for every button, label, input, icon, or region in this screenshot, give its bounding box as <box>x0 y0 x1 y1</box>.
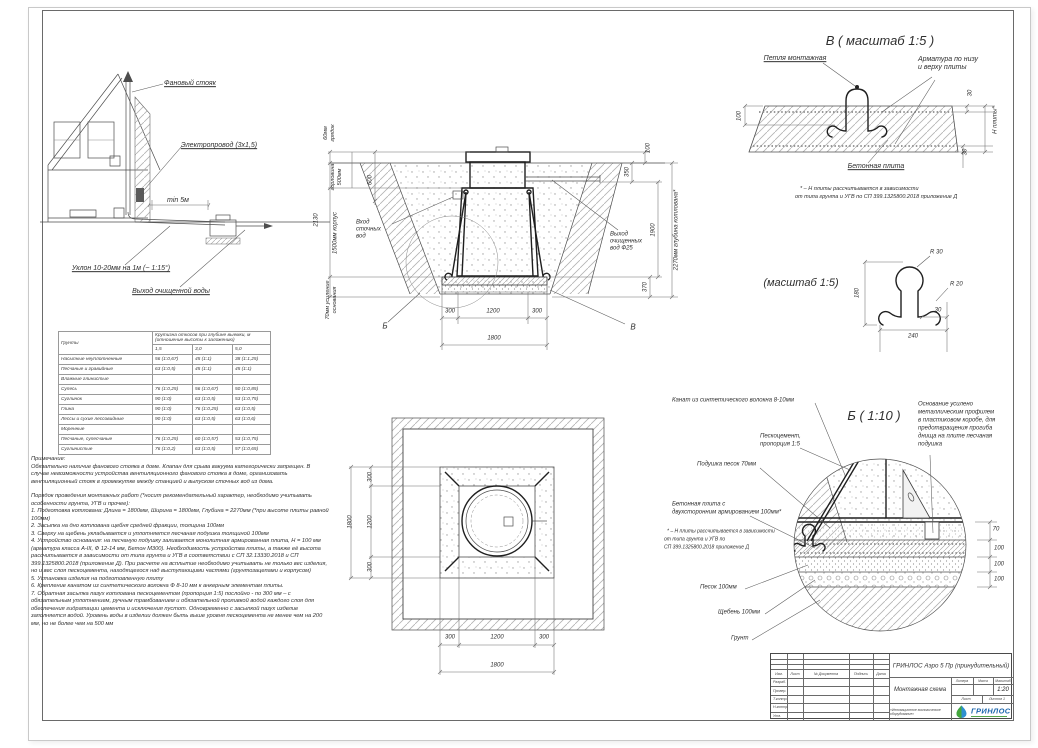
detail-b-dim-100c: 100 <box>993 576 1005 583</box>
plan-dim-300-bottom: 300 <box>367 561 374 573</box>
hook-dim-180: 180 <box>854 287 861 299</box>
col-header: 3,0 <box>193 345 233 355</box>
base-note-line-5: днища на плите песчаная <box>918 433 993 440</box>
tb-sign-utv: Утв. <box>773 713 782 718</box>
table-row: Глина 90 (1:0) 76 (1:0,25) 63 (1:0,5) <box>59 405 271 415</box>
table-row: Супесь 76 (1:0,25) 56 (1:0,67) 50 (1:0,85) <box>59 385 271 395</box>
product-name: ГРИНЛОС Аэро 5 Пр (принудительный) <box>892 662 1010 669</box>
detail-marker-b: Б <box>382 321 388 331</box>
detail-b-footnote-1: * – Н плиты рассчитывается в зависимости <box>667 528 775 535</box>
hook-r20-label: R 20 <box>950 281 963 288</box>
hook-dim-240: 240 <box>907 333 919 340</box>
table-row: Песчаные, супесчаные 76 (1:0,25) 60 (1:0,57) 53 (1:0,75) <box>59 435 271 445</box>
plan-dim-1800-v: 1800 <box>347 515 354 529</box>
table-row: Суглинок 90 (1:0) 63 (1:0,5) 53 (1:0,75) <box>59 395 271 405</box>
table-row: Песчаные и гравийные 63 (1:0,5) 45 (1:1) 45 (1:1) <box>59 365 271 375</box>
tb-col-date: Дата <box>876 671 886 676</box>
dim-370-right: 370 <box>642 281 649 293</box>
rebar-label-2: и верху плиты <box>918 64 967 72</box>
dim-2130: 2130 <box>313 213 320 227</box>
slope-label: Уклон 10-20мм на 1м (~ 1:15°) <box>71 265 171 273</box>
notes-item: 7. Обратная засыпка пазух котлована пескоцементом (пропорция 1:5) послойно - по 300 мм – с обязательным уплотнением, ручным трамбованием и обязательной проливкой водой каждого слоя для обеспечения гидратации цемента и исключения пустот. Одновременно с засыпкой пазух изделие заполняется водой. Уровень воды в изделии должен быть выше уровня пескоцемента не менее чем на 200 мм, но не более чем на 500 мм <box>31 590 323 627</box>
dim-100-right: 100 <box>645 142 652 154</box>
base-note-line-2: металлическим профилем <box>918 409 995 416</box>
tb-sign-prover: Провер. <box>773 688 787 693</box>
tb-sign-tkontr: Т.контр. <box>773 697 788 701</box>
detail-b-dim-70: 70 <box>992 526 1000 533</box>
inlet-label-1: Вход <box>356 219 370 226</box>
tb-sign-nkontr: Н.контр. <box>773 705 789 710</box>
tb-list: Лист <box>961 697 971 701</box>
plan-dim-1200-v: 1200 <box>367 515 374 529</box>
detail-b-dim-100a: 100 <box>993 545 1005 552</box>
inlet-label-2: сточных <box>356 226 381 233</box>
notes-item: 5. Установка изделия на подготовленную плиту <box>31 575 164 582</box>
pit-cross-section-drawing <box>300 92 715 402</box>
plan-dim-300-right: 300 <box>538 634 550 641</box>
mounting-loop-label: Петля монтажная <box>763 55 827 63</box>
detail-marker-v: В <box>630 322 636 332</box>
detail-v-footnote-2: от типа грунта и УГВ по СП 399.1325800.2018 приложение Д <box>795 193 958 200</box>
detail-v-dim-30-top: 30 <box>967 89 974 97</box>
tb-col-sign: Подпись <box>853 671 869 676</box>
notes-item: 1. Подготовка котлована: Длина = 1800мм, Ширина = 1800мм, Глубина = 2270мм (*при высоте плиты равной 100мм) <box>31 508 329 522</box>
slab-reinforced-label-1: Бетонная плита с <box>672 501 726 508</box>
outlet-label-3: вод Ф25 <box>610 245 633 252</box>
dim-1800: 1800 <box>487 335 501 342</box>
base-label-1: 70мм усиление <box>324 280 331 320</box>
anchor-hook-drawing <box>765 240 1025 360</box>
notes-item: 3. Сверху на щебень укладывается и уплотняется песчаная подушка толщиной 100мм <box>31 530 269 537</box>
dim-60mm: 60мм <box>322 126 329 140</box>
company-tagline: «Инновационное экологическое оборудование» <box>890 707 941 716</box>
concrete-slab-label: Бетонная плита <box>847 163 905 171</box>
inlet-label-3: вод <box>356 233 366 240</box>
base-note-line-6: подушка <box>918 441 943 448</box>
plan-dim-1800-h: 1800 <box>490 662 504 669</box>
notes-block <box>31 456 329 628</box>
tb-litera: Литера <box>955 678 969 683</box>
dim-350-right: 350 <box>624 166 631 178</box>
document-name: Монтажная схема <box>893 687 947 693</box>
soil-label: Грунт <box>731 635 749 642</box>
plan-dim-300-top: 300 <box>367 471 374 483</box>
tb-sign-razrab: Разраб. <box>773 680 787 685</box>
notes-paragraph-1: Обязательно наличие фанового стояка в доме. Клапан для срыва вакуума категорически запрещен. В случае невозможности устройства вентиляционного фанового стояка в доме, организовать вентиляционный стояк в промежутке между станцией и выпуском сточных вод из дома. <box>31 463 311 485</box>
gravel-layer-label: Щебень 100мм <box>718 609 761 616</box>
detail-v-dim-30-bottom: 30 <box>962 148 969 156</box>
tb-masshtab: Масштаб <box>995 678 1011 683</box>
hook-scale-title: (масштаб 1:5) <box>763 276 839 289</box>
dim-300-b: 300 <box>531 308 543 315</box>
tb-col-list: Лист <box>790 671 800 676</box>
clean-water-out-label: Выход очищенной воды <box>132 288 210 296</box>
tb-col-docnum: № Документа <box>813 671 839 676</box>
table-row: Моренные <box>59 425 271 435</box>
sand-layer-label: Песок 100мм <box>700 584 737 591</box>
dim-60mm-2: грядок <box>329 124 336 142</box>
notes-item: 4. Устройство основания: на песчаную подушку заливается монолитная армированная плита, Н = 100 мм (арматура класса А-III, Ф 12-14 мм, Бетон М300). Необходимость устройства плиты, а также её высота рассчитывается в зависимости от типа грунта и УГВ в соответствии с СП 32.13330.2018 и СП 399.1325800.2018 (приложение Д). При расчете на всплытие необходимо учитывать не только вес изделия, но и вес слоя пескоцемента, находящегося над выступающими частями (грунтозацепами и корпусом) <box>31 538 328 575</box>
dim-1900-right: 1900 <box>650 223 657 237</box>
dim-600: 600 <box>367 174 374 186</box>
grinlos-logo-icon <box>955 705 968 718</box>
slab-reinforced-label-2: двухсторонним армированием 100мм* <box>672 509 782 516</box>
notes-title: Примечание: <box>31 456 66 462</box>
electric-wire-label: Электропровод (3х1,5) <box>180 142 258 150</box>
detail-b-footnote-2: от типа грунта и УГВ по <box>664 536 726 543</box>
hook-dim-30: 30 <box>934 307 942 314</box>
base-note-line-3: в пластиковом коробе, для <box>918 417 996 424</box>
soil-slope-table <box>58 331 270 455</box>
table-row: Суглинистые 76 (1:0,2) 63 (1:0,5) 57 (1:0,65) <box>59 445 271 455</box>
title-block <box>770 653 1012 719</box>
notes-item: 2. Засыпка на дно котлована щебня средней фракции, толщина 100мм <box>31 523 224 530</box>
tb-massa: Масса <box>978 678 988 683</box>
fan-stack-label: Фановый стояк <box>164 80 216 88</box>
table-row: Насыпные неуплотненные 56 (1:0,67) 45 (1:1) 38 (1:1,25) <box>59 355 271 365</box>
detail-v-footnote-1: * – Н плиты рассчитывается в зависимости <box>800 185 919 192</box>
tb-listov: Листов 1 <box>988 697 1006 701</box>
detail-b-footnote-3: СП 399.1325800.2018 приложение Д <box>664 544 749 551</box>
plan-dim-1200-h: 1200 <box>490 634 504 641</box>
dim-300-a: 300 <box>444 308 456 315</box>
brand-name: ГРИНЛОС <box>971 706 1011 716</box>
base-label-2: основания <box>331 286 338 314</box>
brand-tagline-bar <box>971 716 1007 718</box>
col-header: 5,0 <box>233 345 271 355</box>
notes-paragraph-2: Порядок проведения монтажных работ (*носит рекомендательный характер, необходимо учитывать особенности грунта, УГВ и прочее): <box>31 493 312 507</box>
table-row: Влажные глинистые <box>59 375 271 385</box>
base-note-line-1: Основание усилено <box>918 401 973 408</box>
sand-cushion-label: Подушка песок 70мм <box>697 461 757 468</box>
plan-dim-300-left: 300 <box>444 634 456 641</box>
body-height-label: 1500мм корпус <box>332 211 339 255</box>
plan-view-drawing <box>335 400 665 700</box>
hook-r30-label: R 30 <box>930 249 943 256</box>
rope-label: Канат из синтетического волокна 8-10мм <box>672 397 794 404</box>
dim-1200: 1200 <box>486 308 500 315</box>
min-distance-label: min 5м <box>167 197 189 205</box>
detail-b-title: Б ( 1:10 ) <box>847 407 901 423</box>
sandcement-label-1: Пескоцемент, <box>760 433 801 440</box>
base-note-line-4: предотвращения прогиба <box>918 425 993 432</box>
neck-label-1: горловина <box>329 163 336 191</box>
col-header: 1,5 <box>153 345 193 355</box>
table-corner-cell: Грунты <box>59 332 153 355</box>
detail-v-title: В ( масштаб 1:5 ) <box>825 32 935 48</box>
outlet-label-2: очищенных <box>610 238 642 245</box>
detail-v-dim-100: 100 <box>736 110 743 122</box>
pit-depth-label: 2270мм глубина котлована* <box>673 189 680 271</box>
notes-item: 6. Крепление канатом из синтетического волокна Ф 8-10 мм к анкерным элементам плиты. <box>31 583 284 590</box>
slab-height-label: Н плиты* <box>992 106 999 134</box>
neck-label-2: 500мм <box>336 168 343 186</box>
table-header-cell: Крутизна откосов при глубине выемки, м (отношение высоты к заложению) <box>153 332 271 345</box>
sandcement-label-2: пропорция 1:5 <box>760 441 800 448</box>
detail-b-dim-100b: 100 <box>993 561 1005 568</box>
rebar-label-1: Арматура по низу <box>918 56 979 64</box>
tb-col-izm: Изм. <box>775 671 783 676</box>
outlet-label-1: Выход <box>610 231 629 238</box>
drawing-scale: 1:20 <box>997 686 1009 693</box>
table-row: Лессы и сухие лессовидные 90 (1:0) 63 (1:0,5) 63 (1:0,6) <box>59 415 271 425</box>
